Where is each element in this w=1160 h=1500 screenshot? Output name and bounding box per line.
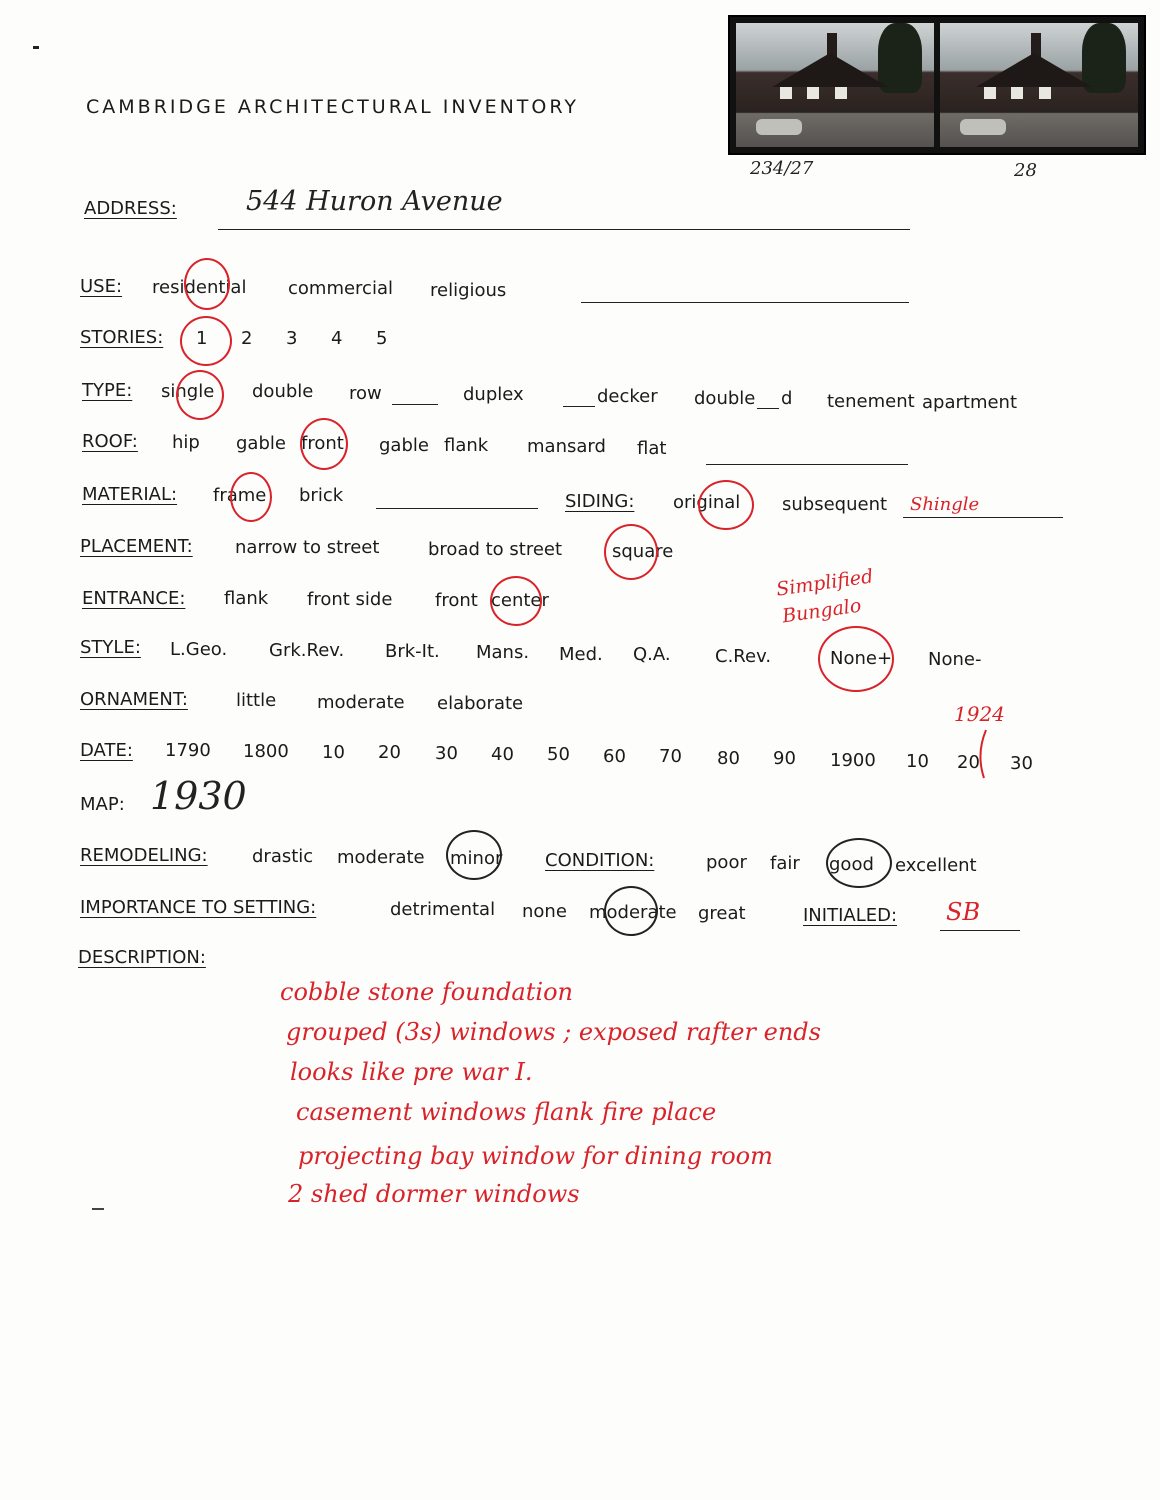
style-option-none-plus: None+ bbox=[830, 648, 893, 669]
style-option-med: Med. bbox=[559, 644, 603, 665]
ornament-option-little: little bbox=[236, 690, 277, 711]
description-line-5: projecting bay window for dining room bbox=[298, 1142, 773, 1170]
type-option-apartment: apartment bbox=[922, 392, 1018, 413]
roof-blank-line bbox=[706, 464, 908, 465]
description-label: DESCRIPTION: bbox=[78, 947, 206, 968]
use-blank-line bbox=[581, 302, 909, 303]
initialed-value: SB bbox=[946, 898, 981, 926]
use-option-residential: residential bbox=[152, 277, 247, 298]
date-option-60: 60 bbox=[603, 746, 626, 767]
margin-dash bbox=[92, 1208, 104, 1210]
type-decker-blank bbox=[563, 406, 595, 407]
initialed-label: INITIALED: bbox=[803, 905, 898, 926]
importance-option-moderate: moderate bbox=[589, 902, 677, 923]
type-option-double: double bbox=[252, 381, 314, 402]
stories-label: STORIES: bbox=[80, 327, 164, 348]
style-option-lgeo: L.Geo. bbox=[170, 639, 228, 660]
entrance-option-flank: flank bbox=[224, 588, 269, 609]
map-label: MAP: bbox=[80, 794, 125, 815]
stories-option-5: 5 bbox=[376, 328, 388, 349]
stories-option-4: 4 bbox=[331, 328, 343, 349]
description-line-4: casement windows flank fire place bbox=[296, 1098, 717, 1126]
condition-option-fair: fair bbox=[770, 853, 800, 874]
siding-selection-circle bbox=[698, 480, 754, 530]
date-option-10: 10 bbox=[322, 742, 345, 763]
roof-option-flank: flank bbox=[444, 435, 489, 456]
siding-option-subsequent: subsequent bbox=[782, 494, 888, 515]
style-note-simplified: Simplified bbox=[774, 565, 875, 601]
photo-number-right: 28 bbox=[1014, 160, 1037, 181]
placement-selection-circle bbox=[604, 524, 658, 580]
style-label: STYLE: bbox=[80, 637, 141, 658]
style-option-brkit: Brk-It. bbox=[385, 641, 440, 662]
type-option-double-d: double bbox=[694, 388, 756, 409]
address-label: ADDRESS: bbox=[84, 198, 177, 219]
condition-option-excellent: excellent bbox=[895, 855, 977, 876]
house-photo-right bbox=[940, 23, 1138, 147]
address-line bbox=[218, 229, 910, 230]
style-option-none-minus: None- bbox=[928, 649, 982, 670]
remodeling-option-drastic: drastic bbox=[252, 846, 314, 867]
stories-option-3: 3 bbox=[286, 328, 298, 349]
date-note: 1924 bbox=[954, 702, 1005, 726]
entrance-option-front-side: front side bbox=[307, 589, 393, 610]
condition-selection-circle bbox=[826, 838, 892, 888]
date-option-1790: 1790 bbox=[165, 740, 211, 761]
ornament-label: ORNAMENT: bbox=[80, 689, 188, 710]
placement-option-narrow: narrow to street bbox=[235, 537, 380, 558]
description-line-2: grouped (3s) windows ; exposed rafter ends bbox=[286, 1018, 821, 1046]
importance-option-great: great bbox=[698, 903, 746, 924]
date-option-40: 40 bbox=[491, 744, 514, 765]
use-option-religious: religious bbox=[430, 280, 507, 301]
roof-label: ROOF: bbox=[82, 431, 138, 452]
type-row-blank bbox=[392, 404, 438, 405]
condition-option-good: good bbox=[829, 854, 874, 875]
remodeling-option-minor: minor bbox=[450, 848, 503, 869]
date-option-80: 80 bbox=[717, 748, 740, 769]
ornament-option-elaborate: elaborate bbox=[437, 693, 524, 714]
ornament-option-moderate: moderate bbox=[317, 692, 405, 713]
material-option-frame: frame bbox=[213, 485, 267, 506]
siding-option-original: original bbox=[673, 492, 741, 513]
style-note-bungalo: Bungalo bbox=[780, 594, 863, 628]
map-value: 1930 bbox=[150, 774, 247, 818]
use-option-commercial: commercial bbox=[288, 278, 393, 299]
roof-option-hip: hip bbox=[172, 432, 200, 453]
importance-option-detrimental: detrimental bbox=[390, 899, 496, 920]
stories-selection-circle bbox=[180, 316, 232, 366]
description-line-6: 2 shed dormer windows bbox=[288, 1180, 580, 1208]
date-option-30: 30 bbox=[435, 743, 458, 764]
material-label: MATERIAL: bbox=[82, 484, 178, 505]
style-option-mans: Mans. bbox=[476, 642, 530, 663]
stories-option-2: 2 bbox=[241, 328, 253, 349]
placement-option-square: square bbox=[612, 541, 674, 562]
date-label: DATE: bbox=[80, 740, 133, 761]
date-option-20: 20 bbox=[378, 742, 401, 763]
style-option-grkrev: Grk.Rev. bbox=[269, 640, 345, 661]
stories-option-1: 1 bbox=[196, 328, 208, 349]
date-option-90: 90 bbox=[773, 748, 796, 769]
material-option-brick: brick bbox=[299, 485, 344, 506]
form-title: CAMBRIDGE ARCHITECTURAL INVENTORY bbox=[86, 96, 579, 118]
placement-option-broad: broad to street bbox=[428, 539, 563, 560]
type-option-duplex: duplex bbox=[463, 384, 524, 405]
style-option-qa: Q.A. bbox=[633, 644, 671, 665]
material-selection-circle bbox=[230, 472, 272, 522]
condition-label: CONDITION: bbox=[545, 850, 655, 871]
placement-label: PLACEMENT: bbox=[80, 536, 193, 557]
entrance-selection-circle bbox=[490, 576, 542, 626]
siding-blank-line bbox=[903, 517, 1063, 518]
date-option-1900: 1900 bbox=[830, 750, 876, 771]
date-tick-mark bbox=[974, 728, 990, 780]
date-option-1930: 30 bbox=[1010, 753, 1033, 774]
type-option-row: row bbox=[349, 383, 382, 404]
contact-print-photos bbox=[728, 15, 1146, 155]
importance-label: IMPORTANCE TO SETTING: bbox=[80, 897, 317, 918]
date-option-50: 50 bbox=[547, 744, 570, 765]
remodeling-option-moderate: moderate bbox=[337, 847, 425, 868]
type-option-d: d bbox=[781, 388, 793, 409]
date-option-1910: 10 bbox=[906, 751, 929, 772]
date-option-1800: 1800 bbox=[243, 741, 289, 762]
style-option-crev: C.Rev. bbox=[715, 646, 772, 667]
description-line-1: cobble stone foundation bbox=[280, 978, 573, 1006]
entrance-label: ENTRANCE: bbox=[82, 588, 186, 609]
type-option-tenement: tenement bbox=[827, 391, 915, 412]
margin-mark bbox=[33, 46, 39, 49]
date-option-1920: 20 bbox=[957, 752, 980, 773]
roof-option-gable-2: gable bbox=[379, 435, 429, 456]
date-option-70: 70 bbox=[659, 746, 682, 767]
condition-option-poor: poor bbox=[706, 852, 747, 873]
roof-option-gable: gable bbox=[236, 433, 286, 454]
roof-selection-circle bbox=[300, 418, 348, 470]
type-option-decker: decker bbox=[597, 386, 658, 407]
style-selection-circle bbox=[818, 626, 894, 692]
use-selection-circle bbox=[184, 258, 230, 310]
importance-option-none: none bbox=[522, 901, 567, 922]
use-label: USE: bbox=[80, 276, 123, 297]
remodeling-label: REMODELING: bbox=[80, 845, 208, 866]
material-blank-line bbox=[376, 508, 538, 509]
siding-label: SIDING: bbox=[565, 491, 635, 512]
type-double-d-blank bbox=[757, 408, 779, 409]
type-option-single: single bbox=[161, 381, 215, 402]
importance-selection-circle bbox=[604, 886, 658, 936]
initialed-line bbox=[940, 930, 1020, 931]
house-photo-left bbox=[736, 23, 934, 147]
entrance-option-front: front bbox=[435, 590, 478, 611]
photo-number-left: 234/27 bbox=[750, 158, 814, 179]
roof-option-flat: flat bbox=[637, 438, 667, 459]
description-line-3: looks like pre war I. bbox=[290, 1058, 533, 1086]
entrance-option-center: center bbox=[491, 590, 549, 611]
roof-option-front: front bbox=[301, 433, 344, 454]
remodeling-selection-circle bbox=[446, 830, 502, 880]
type-selection-circle bbox=[176, 370, 224, 420]
roof-option-mansard: mansard bbox=[527, 436, 606, 457]
address-value: 544 Huron Avenue bbox=[246, 186, 503, 217]
type-label: TYPE: bbox=[82, 380, 133, 401]
siding-note: Shingle bbox=[910, 494, 980, 515]
